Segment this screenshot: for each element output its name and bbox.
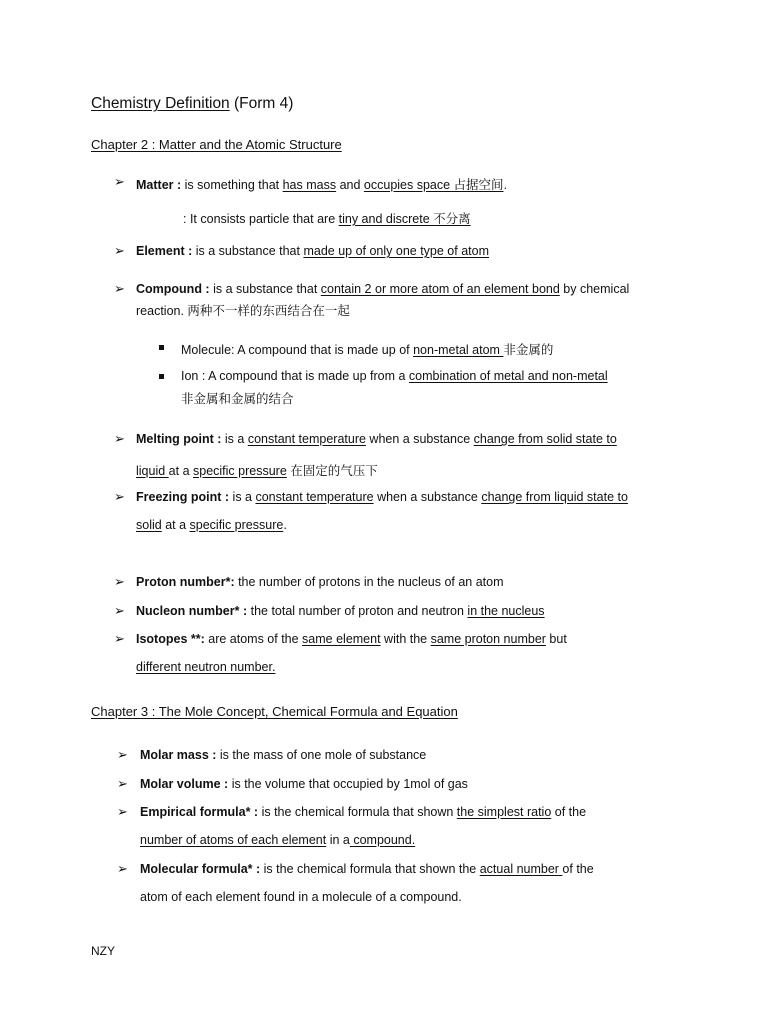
definition-matter-cont: : It consists particle that are tiny and discrete 不分离 xyxy=(183,212,471,226)
arrow-bullet-icon: ➢ xyxy=(114,431,125,446)
definition-freezing-point-cont: solid at a specific pressure. xyxy=(136,518,287,532)
definition-isotopes-cont: different neutron number. xyxy=(136,660,276,674)
definition-molecular-formula: Molecular formula* : is the chemical formula that shown the actual number of the xyxy=(140,862,594,876)
arrow-bullet-icon: ➢ xyxy=(114,631,125,646)
definition-isotopes: Isotopes **: are atoms of the same element with the same proton number but xyxy=(136,632,567,646)
square-bullet-icon xyxy=(159,374,164,379)
page-title: Chemistry Definition (Form 4) xyxy=(91,95,294,112)
definition-matter: Matter : is something that has mass and occupies space 占据空间. xyxy=(136,178,508,192)
arrow-bullet-icon: ➢ xyxy=(114,489,125,504)
arrow-bullet-icon: ➢ xyxy=(114,603,125,618)
definition-ion: Ion : A compound that is made up from a combination of metal and non-metal xyxy=(181,369,608,383)
definition-melting-point: Melting point : is a constant temperature when a substance change from solid state to xyxy=(136,432,617,446)
footer-initials: NZY xyxy=(91,944,115,958)
definition-proton-number: Proton number*: the number of protons in the nucleus of an atom xyxy=(136,575,504,589)
definition-compound-cont: reaction. 两种不一样的东西结合在一起 xyxy=(136,304,350,318)
arrow-bullet-icon: ➢ xyxy=(114,243,125,258)
arrow-bullet-icon: ➢ xyxy=(117,747,128,762)
definition-empirical-formula-cont: number of atoms of each element in a compound. xyxy=(140,833,416,847)
definition-molecular-formula-cont: atom of each element found in a molecule of a compound. xyxy=(140,890,462,904)
arrow-bullet-icon: ➢ xyxy=(114,574,125,589)
arrow-bullet-icon: ➢ xyxy=(114,174,125,189)
chapter-3-heading: Chapter 3 : The Mole Concept, Chemical Formula and Equation xyxy=(91,704,458,719)
definition-ion-cont: 非金属和金属的结合 xyxy=(181,392,294,406)
definition-freezing-point: Freezing point : is a constant temperature when a substance change from liquid state to xyxy=(136,490,628,504)
arrow-bullet-icon: ➢ xyxy=(117,776,128,791)
chapter-2-heading: Chapter 2 : Matter and the Atomic Structure xyxy=(91,137,342,152)
arrow-bullet-icon: ➢ xyxy=(114,281,125,296)
definition-element: Element : is a substance that made up of only one type of atom xyxy=(136,244,489,258)
definition-molecule: Molecule: A compound that is made up of non-metal atom 非金属的 xyxy=(181,343,554,357)
definition-compound: Compound : is a substance that contain 2 or more atom of an element bond by chemical xyxy=(136,282,630,296)
arrow-bullet-icon: ➢ xyxy=(117,861,128,876)
square-bullet-icon xyxy=(159,345,164,350)
definition-molar-mass: Molar mass : is the mass of one mole of substance xyxy=(140,748,427,762)
definition-nucleon-number: Nucleon number* : the total number of proton and neutron in the nucleus xyxy=(136,604,545,618)
definition-empirical-formula: Empirical formula* : is the chemical formula that shown the simplest ratio of the xyxy=(140,805,587,819)
definition-melting-point-cont: liquid at a specific pressure 在固定的气压下 xyxy=(136,464,378,478)
arrow-bullet-icon: ➢ xyxy=(117,804,128,819)
definition-molar-volume: Molar volume : is the volume that occupied by 1mol of gas xyxy=(140,777,468,791)
